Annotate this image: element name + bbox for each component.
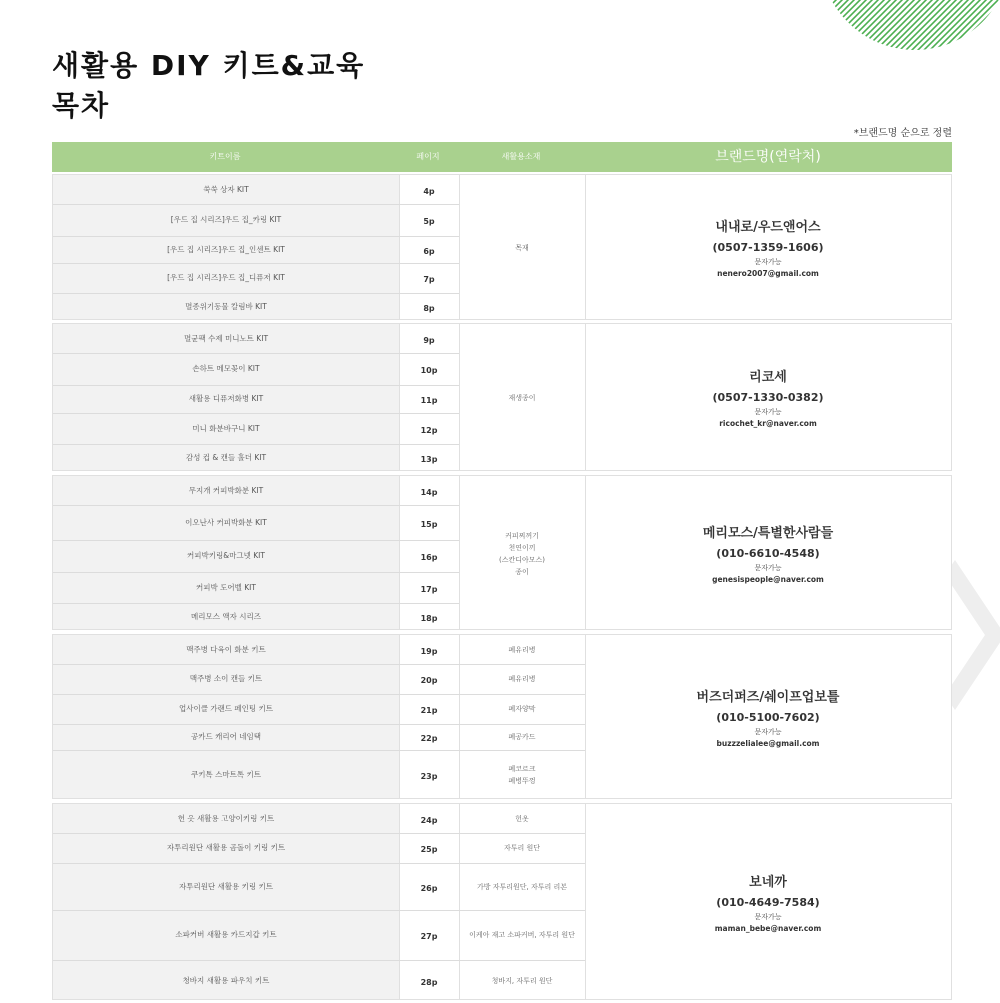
material-text: (스칸디아모스) [498, 555, 546, 564]
row-divider [53, 572, 459, 573]
kit-name: 미니 화분바구니 KIT [192, 424, 260, 433]
brand-cell [585, 324, 951, 470]
brand-cell [585, 804, 951, 999]
header-brand: 브랜드명(연락처) [715, 149, 821, 165]
material-text: 커피찌꺼기 [505, 531, 539, 540]
material-text: 이케아 재고 소파커버, 자투리 원단 [469, 931, 575, 939]
brand-phone: (010-6610-4548) [716, 546, 820, 560]
material-text: 폐공카드 [508, 733, 536, 741]
brand-name: 내내로/우드앤어스 [715, 220, 821, 235]
material-cell [459, 750, 585, 800]
kit-name: 업사이클 가랜드 페인팅 키트 [178, 704, 274, 713]
brand-group [52, 475, 952, 630]
kit-name: 자투리원단 새활용 곰돌이 키링 키트 [166, 843, 286, 852]
material-text: 폐병뚜껑 [508, 777, 536, 785]
row-divider [53, 293, 459, 294]
kit-page: 16p [420, 553, 438, 562]
brand-group [52, 174, 952, 320]
kit-name: 커피박키링&마그넷 KIT [187, 551, 265, 560]
kit-page: 25p [420, 845, 438, 854]
material-text: 청바지, 자투리 원단 [491, 976, 553, 985]
kit-name: 쑥쑥 상자 KIT [203, 185, 249, 194]
brand-group [52, 323, 952, 471]
kit-page: 17p [420, 585, 438, 594]
kit-name: 새활용 디퓨저화병 KIT [188, 394, 264, 403]
kit-name: [우드 집 시리즈]우드 집_카링 KIT [170, 215, 282, 224]
brand-phone: (010-5100-7602) [716, 710, 820, 724]
material-cell [459, 724, 585, 750]
kit-page: 19p [420, 647, 438, 656]
kit-name: 청바지 새활용 파우치 키트 [182, 976, 270, 985]
kit-name: 소파커버 새활용 카드지갑 키트 [175, 930, 277, 939]
kit-page: 4p [423, 187, 435, 196]
page-title: 새활용 DIY 키트&교육 [52, 49, 366, 82]
row-divider [53, 540, 459, 541]
brand-name: 리코세 [749, 370, 787, 385]
kit-page: 5p [423, 217, 435, 226]
kit-name: 멸종위기동물 칼림바 KIT [185, 302, 267, 311]
material-text: 헌옷 [515, 814, 529, 823]
brand-note: 문자가능 [754, 258, 782, 266]
material-cell [459, 476, 585, 631]
kit-page: 11p [420, 396, 438, 405]
row-divider [53, 353, 459, 354]
kit-name: 손하트 메모꽂이 KIT [192, 364, 260, 373]
kit-name: [우드 집 시리즈]우드 집_인센트 KIT [167, 245, 285, 254]
kit-page: 18p [420, 614, 438, 623]
kit-name: 헌 옷 새활용 고양이키링 키트 [177, 814, 275, 823]
kit-page: 9p [423, 336, 435, 345]
material-cell [459, 960, 585, 1001]
header-kit-name: 키트이름 [209, 152, 241, 161]
chevron-right-icon [945, 560, 1000, 710]
kit-name: [우드 집 시리즈]우드 집_디퓨저 KIT [167, 273, 285, 282]
kit-name: 맥주병 다육이 화분 키트 [186, 645, 266, 654]
kit-page: 10p [420, 366, 438, 375]
kit-page: 27p [420, 932, 438, 941]
brand-note: 문자가능 [754, 912, 782, 921]
kit-name: 커피박 도어벨 KIT [196, 583, 256, 592]
material-text: 폐유리병 [508, 645, 536, 654]
row-divider [53, 505, 459, 506]
material-cell [459, 694, 585, 724]
header-page: 페이지 [416, 152, 440, 161]
material-cell [459, 910, 585, 960]
material-cell [459, 635, 585, 664]
brand-email: buzzzelialee@gmail.com [716, 738, 820, 748]
brand-note: 문자가능 [754, 563, 782, 572]
kit-page: 6p [423, 247, 435, 256]
kit-page: 21p [420, 706, 438, 715]
sort-note: *브랜드명 순으로 정렬 [853, 128, 952, 139]
brand-name: 보네까 [749, 874, 787, 890]
material-cell [459, 833, 585, 863]
material-text: 폐유리병 [508, 675, 536, 683]
brand-name: 메리모스/특별한사람들 [702, 525, 834, 541]
material-text: 목재 [515, 244, 529, 252]
kit-page: 24p [420, 816, 438, 825]
table-header [52, 142, 952, 172]
kit-page: 15p [420, 520, 438, 529]
row-divider [53, 603, 459, 604]
kit-page: 13p [420, 455, 438, 464]
brand-email: maman_bebe@naver.com [714, 923, 822, 933]
material-cell [459, 324, 585, 472]
kit-name: 공카드 캐리어 네임택 [191, 732, 261, 741]
diagonal-stripes-decoration [820, 0, 1000, 60]
kit-name: 감성 컵 & 캔들 홀더 KIT [185, 453, 267, 462]
brand-cell [585, 175, 951, 319]
row-divider [53, 413, 459, 414]
material-text: 종이 [515, 567, 529, 576]
kit-name: 자투리원단 새활용 키링 키트 [178, 882, 274, 891]
brand-email: nenero2007@gmail.com [717, 269, 819, 278]
kit-page: 14p [420, 488, 438, 497]
kit-page: 12p [420, 426, 438, 435]
brand-group [52, 634, 952, 799]
kit-page: 22p [420, 734, 438, 743]
row-divider [53, 236, 459, 237]
brand-group [52, 803, 952, 1000]
kit-name: 이오난사 커피박화분 KIT [185, 518, 267, 527]
page-subtitle: 목차 [52, 89, 111, 122]
brand-phone: (0507-1330-0382) [712, 391, 824, 404]
material-text: 자투리 원단 [503, 844, 541, 852]
brand-phone: (010-4649-7584) [716, 895, 820, 909]
material-cell [459, 175, 585, 321]
kit-page: 26p [420, 884, 438, 893]
kit-name: 쿠키톡 스마트톡 키트 [191, 770, 261, 779]
kit-page: 8p [423, 304, 435, 313]
kit-name: 맥주병 소이 캔들 키트 [189, 674, 263, 683]
brand-email: genesispeople@naver.com [712, 574, 824, 584]
material-cell [459, 863, 585, 910]
material-text: 폐자양막 [508, 705, 536, 713]
kit-name: 메리모스 액자 시리즈 [191, 612, 261, 621]
brand-name: 버즈더퍼즈/쉐이프업보틀 [696, 689, 840, 705]
material-text: 가방 자투리원단, 자투리 리본 [476, 882, 568, 891]
material-text: 재생종이 [508, 394, 536, 402]
material-text: 폐코르크 [508, 765, 536, 773]
material-cell [459, 664, 585, 694]
kit-page: 7p [423, 275, 435, 284]
brand-cell [585, 635, 951, 798]
kit-name: 무지개 커피박화분 KIT [188, 486, 264, 495]
kit-page: 28p [420, 978, 438, 987]
material-cell [459, 804, 585, 833]
row-divider [53, 444, 459, 445]
brand-email: ricochet_kr@naver.com [719, 419, 817, 428]
brand-cell [585, 476, 951, 629]
header-material: 새활용소재 [501, 152, 541, 161]
kit-name: 멸균팩 수제 미니노트 KIT [183, 334, 269, 343]
kit-page: 23p [420, 772, 438, 781]
row-divider [53, 385, 459, 386]
brand-note: 문자가능 [754, 727, 782, 736]
brand-note: 문자가능 [754, 408, 782, 416]
kit-page: 20p [420, 676, 438, 685]
row-divider [53, 263, 459, 264]
row-divider [53, 204, 459, 205]
brand-phone: (0507-1359-1606) [712, 241, 824, 254]
material-text: 천연이끼 [508, 543, 536, 552]
